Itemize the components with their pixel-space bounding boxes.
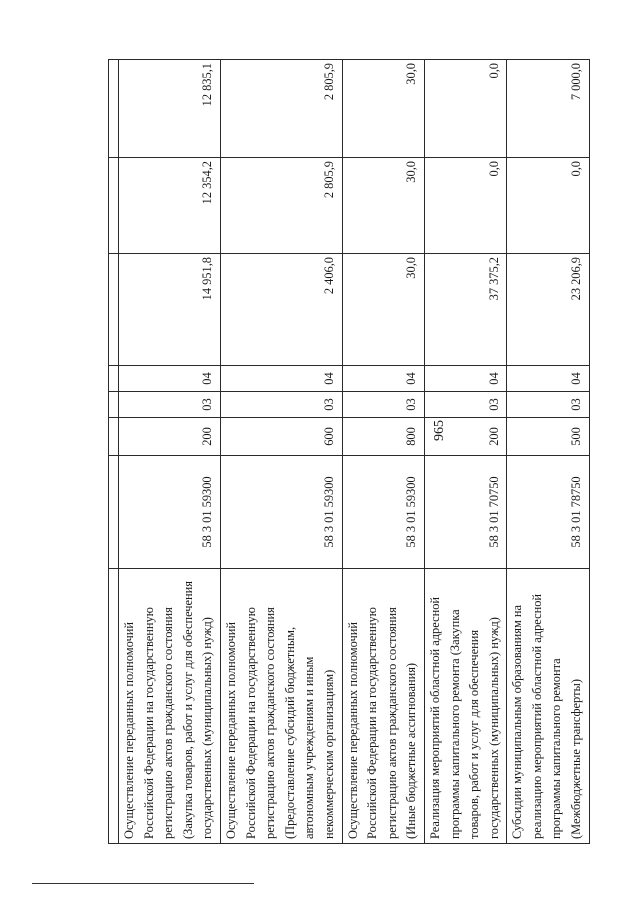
row-subsection: 04 — [220, 366, 342, 392]
row-name: Осуществление переданных полномочий Российской Федерации на государственную регистрацию актов гражданского состояния (Иные бюджетные ассигнования) — [342, 569, 424, 844]
row-target-code: 58 3 01 59300 — [119, 456, 221, 569]
row-target-code: 58 3 01 59300 — [342, 456, 424, 569]
row-amount-2: 12 354,2 — [119, 158, 221, 254]
page-number: 965 — [432, 420, 447, 441]
row-amount-3: 7 000,0 — [507, 60, 589, 158]
row-amount-2: 0,0 — [424, 158, 506, 254]
row-amount-3: 2 805,9 — [220, 60, 342, 158]
row-amount-3: 12 835,1 — [119, 60, 221, 158]
table-row — [342, 60, 424, 844]
row-section: 03 — [342, 392, 424, 418]
table-row — [119, 60, 221, 844]
row-amount-2: 30,0 — [342, 158, 424, 254]
row-expense-type: 200 — [119, 418, 221, 456]
row-amount-1: 23 206,9 — [507, 254, 589, 366]
row-amount-2: 2 805,9 — [220, 158, 342, 254]
row-subsection: 04 — [119, 366, 221, 392]
row-expense-type: 200 — [424, 418, 506, 456]
row-expense-type: 800 — [342, 418, 424, 456]
budget-table — [108, 60, 628, 844]
row-name: Субсидии муниципальным образованиям на реализацию мероприятий областной адресной программы капитального ремонта (Межбюджетные трансферты) — [507, 569, 589, 844]
bottom-rule — [32, 883, 254, 884]
table-header-spacer — [109, 60, 119, 844]
row-amount-1: 2 406,0 — [220, 254, 342, 366]
row-subsection: 04 — [507, 366, 589, 392]
table-row — [220, 60, 342, 844]
row-section: 03 — [220, 392, 342, 418]
row-amount-3: 0,0 — [424, 60, 506, 158]
row-expense-type: 500 — [507, 418, 589, 456]
row-section: 03 — [119, 392, 221, 418]
row-amount-3: 30,0 — [342, 60, 424, 158]
row-target-code: 58 3 01 70750 — [424, 456, 506, 569]
row-name: Осуществление переданных полномочий Российской Федерации на государственную регистрацию актов гражданского состояния (Предоставление субсидий бюджетным, автономным учреждениям и иным некоммерческим организациям) — [220, 569, 342, 844]
row-section: 03 — [507, 392, 589, 418]
row-subsection: 04 — [342, 366, 424, 392]
row-expense-type: 600 — [220, 418, 342, 456]
row-target-code: 58 3 01 59300 — [220, 456, 342, 569]
row-name: Реализация мероприятий областной адресной программы капитального ремонта (Закупка товаров, работ и услуг для обеспечения государственных (муниципальных) нужд) — [424, 569, 506, 844]
row-section: 03 — [424, 392, 506, 418]
row-name: Осуществление переданных полномочий Российской Федерации на государственную регистрацию актов гражданского состояния (Закупка товаров, работ и услуг для обеспечения государственных (муниципальных) нужд) — [119, 569, 221, 844]
table-row — [424, 60, 506, 844]
row-amount-1: 30,0 — [342, 254, 424, 366]
row-amount-2: 0,0 — [507, 158, 589, 254]
row-target-code: 58 3 01 78750 — [507, 456, 589, 569]
row-amount-1: 37 375,2 — [424, 254, 506, 366]
row-subsection: 04 — [424, 366, 506, 392]
row-amount-1: 14 951,8 — [119, 254, 221, 366]
table-row — [507, 60, 589, 844]
